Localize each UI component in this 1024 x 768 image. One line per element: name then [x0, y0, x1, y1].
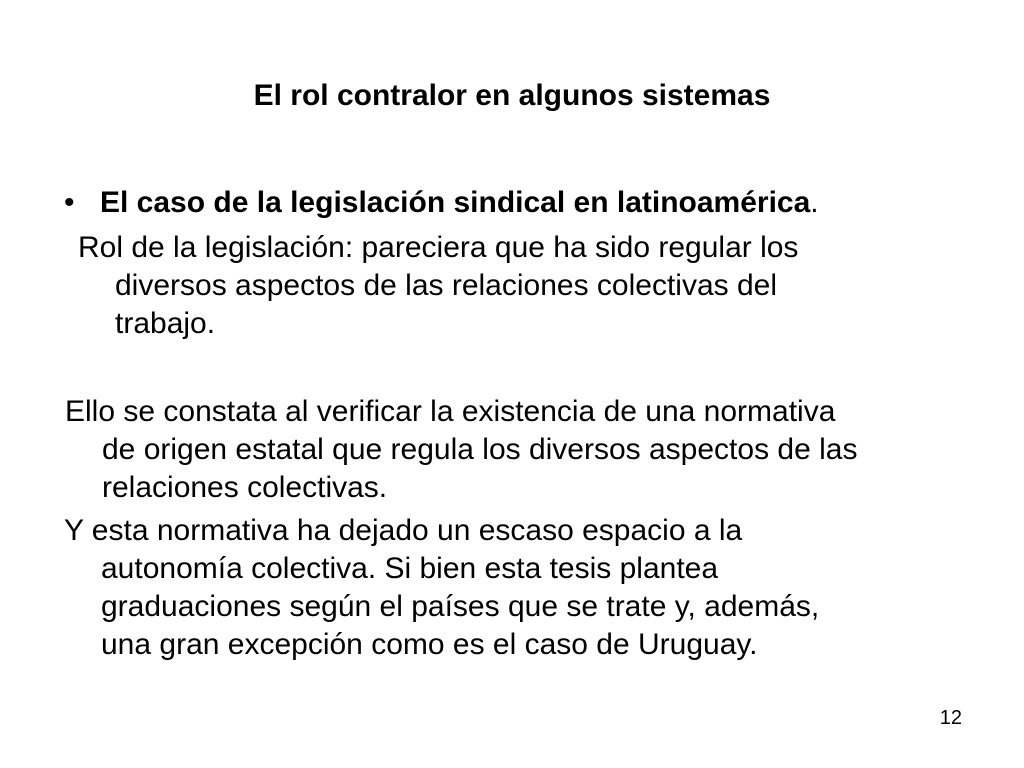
paragraph-line: Rol de la legislación: pareciera que ha sido regular los	[78, 231, 799, 264]
paragraph-line: Ello se constata al verificar la existencia de una normativa	[65, 395, 836, 428]
bullet-item	[64, 184, 819, 222]
bullet-marker: •	[64, 186, 75, 219]
paragraph-line: trabajo.	[115, 307, 216, 340]
paragraph-collective-autonomy	[64, 512, 984, 664]
paragraph-state-normative	[65, 393, 985, 507]
paragraph-legislation-role	[78, 229, 998, 343]
paragraph-line: una gran excepción como es el caso de Uruguay.	[101, 628, 758, 661]
paragraph-line: Y esta normativa ha dejado un escaso espacio a la	[64, 514, 743, 547]
bullet-trailing-punctuation: .	[810, 186, 819, 219]
page-number: 12	[939, 707, 962, 729]
slide-title: El rol contralor en algunos sistemas	[253, 79, 771, 112]
paragraph-line: relaciones colectivas.	[102, 471, 388, 504]
paragraph-line: de origen estatal que regula los diversos aspectos de las	[102, 433, 858, 466]
paragraph-line: autonomía colectiva. Si bien esta tesis plantea	[101, 552, 719, 585]
bullet-bold-text: El caso de la legislación sindical en latinoamérica	[100, 186, 811, 219]
paragraph-line: graduaciones según el países que se trate y, además,	[101, 590, 820, 623]
paragraph-line: diversos aspectos de las relaciones colectivas del	[115, 269, 778, 302]
